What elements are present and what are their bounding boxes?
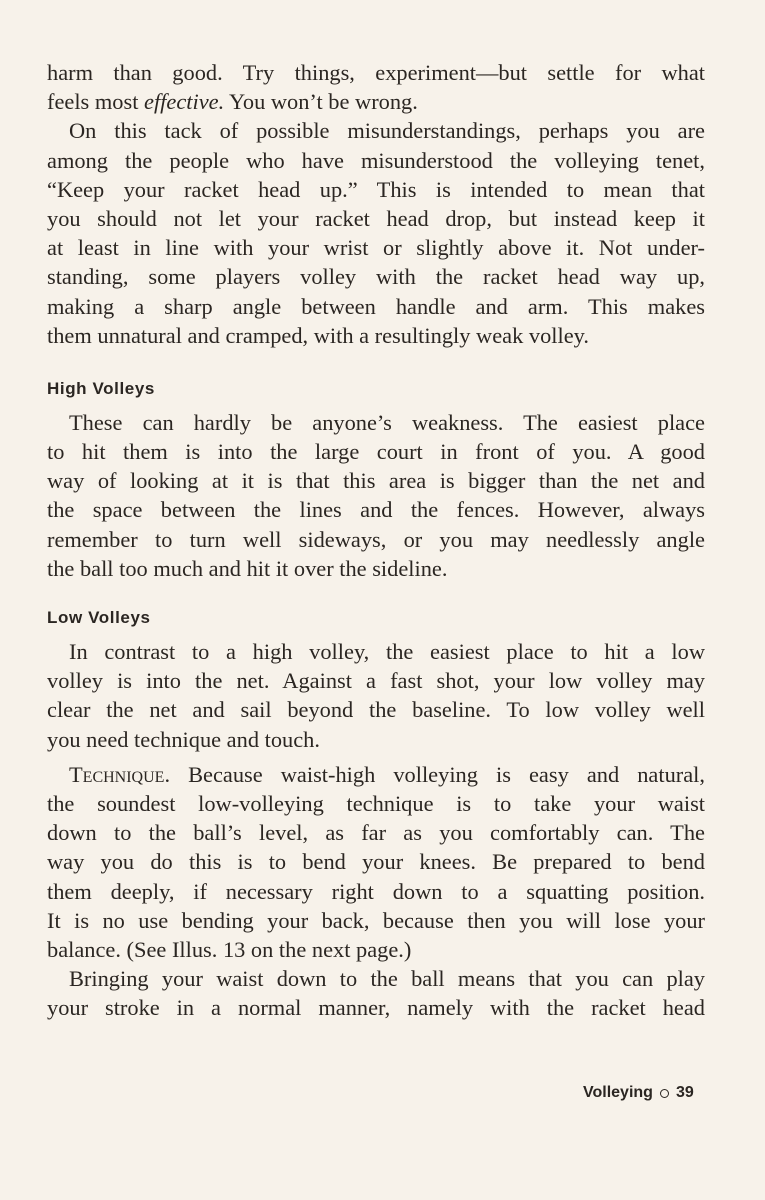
page-footer	[583, 1084, 694, 1102]
text-line: clear the net and sail beyond the baseline. To low volley well	[47, 697, 705, 723]
text-line: the space between the lines and the fences. However, always	[47, 497, 705, 523]
section-heading-low-volleys: Low Volleys	[47, 608, 151, 627]
text-line: harm than good. Try things, experiment—but settle for what	[47, 60, 705, 85]
text-line: These can hardly be anyone’s weakness. The easiest place	[69, 409, 705, 435]
text-line: On this tack of possible misunderstandings, perhaps you are	[69, 118, 705, 144]
text-line	[47, 87, 705, 116]
text-line: way you do this is to bend your knees. Be prepared to bend	[47, 849, 705, 875]
text-line: among the people who have misunderstood the volleying tenet,	[47, 147, 705, 173]
text-span: feels most	[47, 89, 145, 115]
text-line: you need technique and touch.	[47, 726, 320, 752]
text-line: In contrast to a high volley, the easiest place to hit a low	[69, 639, 705, 664]
text-line: them deeply, if necessary right down to a squatting position.	[47, 878, 705, 904]
text-line: “Keep your racket head up.” This is intended to mean that	[47, 176, 705, 202]
text-line: making a sharp angle between handle and arm. This makes	[47, 293, 705, 319]
text-line: you should not let your racket head drop, but instead keep it	[47, 205, 705, 231]
paragraph	[47, 964, 705, 1022]
emphasized-text: effective.	[144, 89, 225, 115]
text-line: standing, some players volley with the racket head way up,	[47, 264, 705, 290]
text-line: Bringing your waist down to the ball means that you can play	[69, 966, 705, 992]
text-line: volley is into the net. Against a fast shot, your low volley may	[47, 668, 705, 694]
text-line: It is no use bending your back, because then you will lose your	[47, 907, 705, 933]
text-line	[47, 760, 705, 789]
text-line: to hit them is into the large court in front of you. A good	[47, 439, 705, 465]
text-line: way of looking at it is that this area is bigger than the net and	[47, 468, 705, 494]
text-span: Because waist-high volleying is easy and natural,	[170, 761, 705, 787]
text-line: down to the ball’s level, as far as you comfortably can. The	[47, 820, 705, 846]
paragraph	[47, 116, 705, 350]
text-line: the soundest low-volleying technique is to take your waist	[47, 790, 705, 816]
circle-separator-icon	[660, 1089, 669, 1098]
section-heading-high-volleys: High Volleys	[47, 378, 155, 398]
text-span: You won’t be wrong.	[224, 89, 418, 115]
footer-section-title: Volleying	[583, 1084, 653, 1101]
book-page-text	[47, 58, 705, 1022]
text-line: them unnatural and cramped, with a resultingly weak volley.	[47, 322, 589, 348]
run-in-heading-technique: Technique.	[69, 761, 171, 787]
text-line: balance. (See Illus. 13 on the next page.)	[47, 936, 412, 962]
text-line: at least in line with your wrist or slightly above it. Not under-	[47, 235, 705, 261]
text-line: the ball too much and hit it over the sideline.	[47, 555, 448, 581]
paragraph	[47, 760, 705, 964]
text-line: remember to turn well sideways, or you may needlessly angle	[47, 526, 705, 552]
page-number: 39	[675, 1084, 694, 1101]
text-line: your stroke in a normal manner, namely with the racket head	[47, 995, 705, 1021]
paragraph	[47, 637, 705, 754]
paragraph	[47, 408, 705, 583]
paragraph	[47, 58, 705, 116]
